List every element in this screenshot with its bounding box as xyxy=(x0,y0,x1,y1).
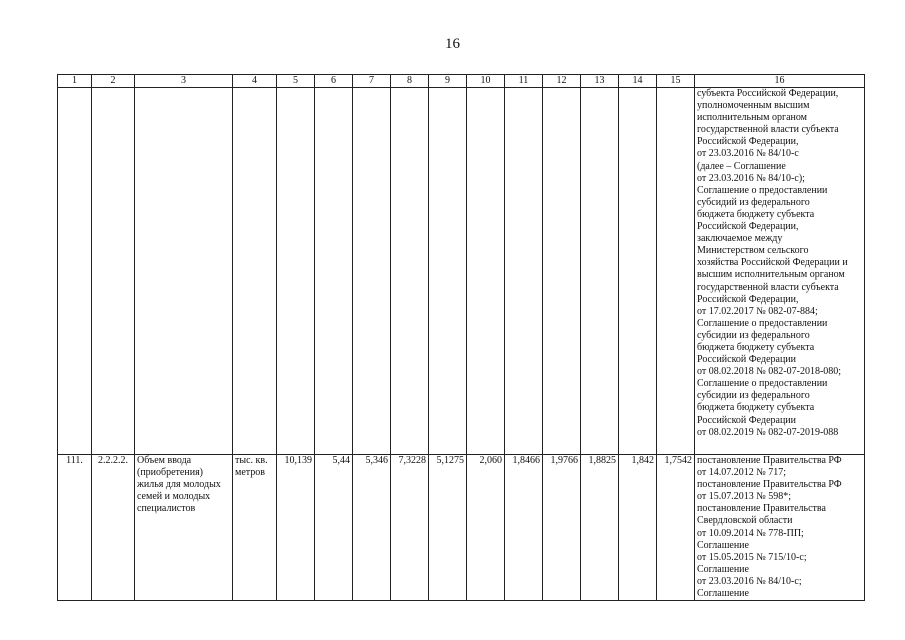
indicator-name-line: (приобретения) xyxy=(137,467,204,479)
continuation-row xyxy=(58,88,865,455)
legal-basis-line: Соглашение о предоставлении xyxy=(697,184,828,196)
document-table xyxy=(57,74,865,601)
column-header: 10 xyxy=(467,75,505,88)
empty-cell xyxy=(391,88,429,455)
unit-of-measure xyxy=(233,455,277,601)
legal-basis-cell xyxy=(695,88,865,455)
legal-basis-line: (далее – Соглашение xyxy=(697,160,786,172)
column-header: 16 xyxy=(695,75,865,88)
indicator-name-line: Объем ввода xyxy=(137,455,192,466)
legal-basis-line: хозяйства Российской Федерации и xyxy=(697,257,848,269)
unit-line: тыс. кв. xyxy=(235,455,268,466)
legal-basis-line: субсидий из федерального xyxy=(697,196,810,208)
legal-basis-line: от 14.07.2012 № 717; xyxy=(697,467,787,479)
legal-basis-line: Соглашение xyxy=(697,539,749,551)
legal-basis-line: от 17.02.2017 № 082-07-884; xyxy=(697,305,818,317)
column-header: 6 xyxy=(315,75,353,88)
column-header: 15 xyxy=(657,75,695,88)
legal-basis-line: высшим исполнительным органом xyxy=(697,269,845,281)
value-cell: 1,8825 xyxy=(581,455,619,601)
empty-cell xyxy=(543,88,581,455)
column-header: 13 xyxy=(581,75,619,88)
column-header: 7 xyxy=(353,75,391,88)
item-code: 2.2.2.2. xyxy=(92,455,135,601)
empty-cell xyxy=(505,88,543,455)
legal-basis-line: Министерством сельского xyxy=(697,245,809,257)
legal-basis-line: постановление Правительства РФ xyxy=(697,479,842,491)
unit-line: метров xyxy=(235,467,265,479)
empty-cell xyxy=(619,88,657,455)
legal-basis-line: бюджета бюджету субъекта xyxy=(697,402,815,414)
column-header: 14 xyxy=(619,75,657,88)
legal-basis-line: от 15.05.2015 № 715/10-с; xyxy=(697,551,807,563)
column-header: 4 xyxy=(233,75,277,88)
legal-basis-line: субсидии из федерального xyxy=(697,390,810,402)
page-number: 16 xyxy=(445,36,460,52)
legal-basis-line: уполномоченным высшим xyxy=(697,100,810,112)
legal-basis-cell xyxy=(695,455,865,601)
indicator-name-line: специалистов xyxy=(137,503,196,515)
legal-basis-line: исполнительным органом xyxy=(697,112,807,124)
legal-basis-line: субсидии из федерального xyxy=(697,329,810,341)
value-cell: 1,8466 xyxy=(505,455,543,601)
value-cell: 10,139 xyxy=(277,455,315,601)
column-header: 1 xyxy=(58,75,92,88)
legal-basis-line: бюджета бюджету субъекта xyxy=(697,341,815,353)
legal-basis-line: от 08.02.2019 № 082-07-2019-088 xyxy=(697,426,839,438)
legal-basis-line: постановление Правительства РФ xyxy=(697,455,842,466)
legal-basis-line: субъекта Российской Федерации, xyxy=(697,88,839,99)
column-header: 12 xyxy=(543,75,581,88)
empty-cell xyxy=(657,88,695,455)
legal-basis-line: постановление Правительства xyxy=(697,503,826,515)
column-header: 11 xyxy=(505,75,543,88)
empty-cell xyxy=(467,88,505,455)
legal-basis-line: заключаемое между xyxy=(697,233,783,245)
legal-basis-line: Российской Федерации, xyxy=(697,221,799,233)
column-header: 2 xyxy=(92,75,135,88)
legal-basis-line: от 23.03.2016 № 84/10-с); xyxy=(697,172,805,184)
legal-basis-line: государственной власти субъекта xyxy=(697,281,839,293)
column-header: 8 xyxy=(391,75,429,88)
value-cell: 2,060 xyxy=(467,455,505,601)
legal-basis-line: от 10.09.2014 № 778-ПП; xyxy=(697,527,804,539)
empty-cell xyxy=(58,88,92,455)
indicator-name xyxy=(135,455,233,601)
indicator-name-line: жилья для молодых xyxy=(137,479,221,491)
value-cell: 5,1275 xyxy=(429,455,467,601)
legal-basis-line: Соглашение xyxy=(697,588,749,600)
value-cell: 5,346 xyxy=(353,455,391,601)
legal-basis-line: от 23.03.2016 № 84/10-с; xyxy=(697,575,802,587)
row-number: 111. xyxy=(58,455,92,601)
legal-basis-line: от 15.07.2013 № 598*; xyxy=(697,491,792,503)
legal-basis-line: Свердловской области xyxy=(697,515,793,527)
empty-cell xyxy=(135,88,233,455)
header-row xyxy=(58,75,865,88)
value-cell: 1,9766 xyxy=(543,455,581,601)
value-cell: 1,842 xyxy=(619,455,657,601)
column-header: 5 xyxy=(277,75,315,88)
legal-basis-line: Российской Федерации xyxy=(697,354,797,366)
empty-cell xyxy=(233,88,277,455)
empty-cell xyxy=(429,88,467,455)
legal-basis-line: Российской Федерации, xyxy=(697,293,799,305)
column-header: 3 xyxy=(135,75,233,88)
legal-basis-line: от 08.02.2018 № 082-07-2018-080; xyxy=(697,366,842,378)
empty-cell xyxy=(92,88,135,455)
empty-cell xyxy=(581,88,619,455)
value-cell: 7,3228 xyxy=(391,455,429,601)
legal-basis-line: Соглашение о предоставлении xyxy=(697,317,828,329)
legal-basis-line: государственной власти субъекта xyxy=(697,124,839,136)
empty-cell xyxy=(315,88,353,455)
legal-basis-line: от 23.03.2016 № 84/10-с xyxy=(697,148,799,160)
empty-cell xyxy=(353,88,391,455)
indicator-name-line: семей и молодых xyxy=(137,491,211,503)
column-header: 9 xyxy=(429,75,467,88)
legal-basis-line: Российской Федерации xyxy=(697,414,797,426)
value-cell: 5,44 xyxy=(315,455,353,601)
legal-basis-line: Соглашение о предоставлении xyxy=(697,378,828,390)
legal-basis-line: Российской Федерации, xyxy=(697,136,799,148)
empty-cell xyxy=(277,88,315,455)
legal-basis-line: бюджета бюджету субъекта xyxy=(697,208,815,220)
table-row xyxy=(58,455,865,601)
value-cell: 1,7542 xyxy=(657,455,695,601)
legal-basis-line: Соглашение xyxy=(697,563,749,575)
